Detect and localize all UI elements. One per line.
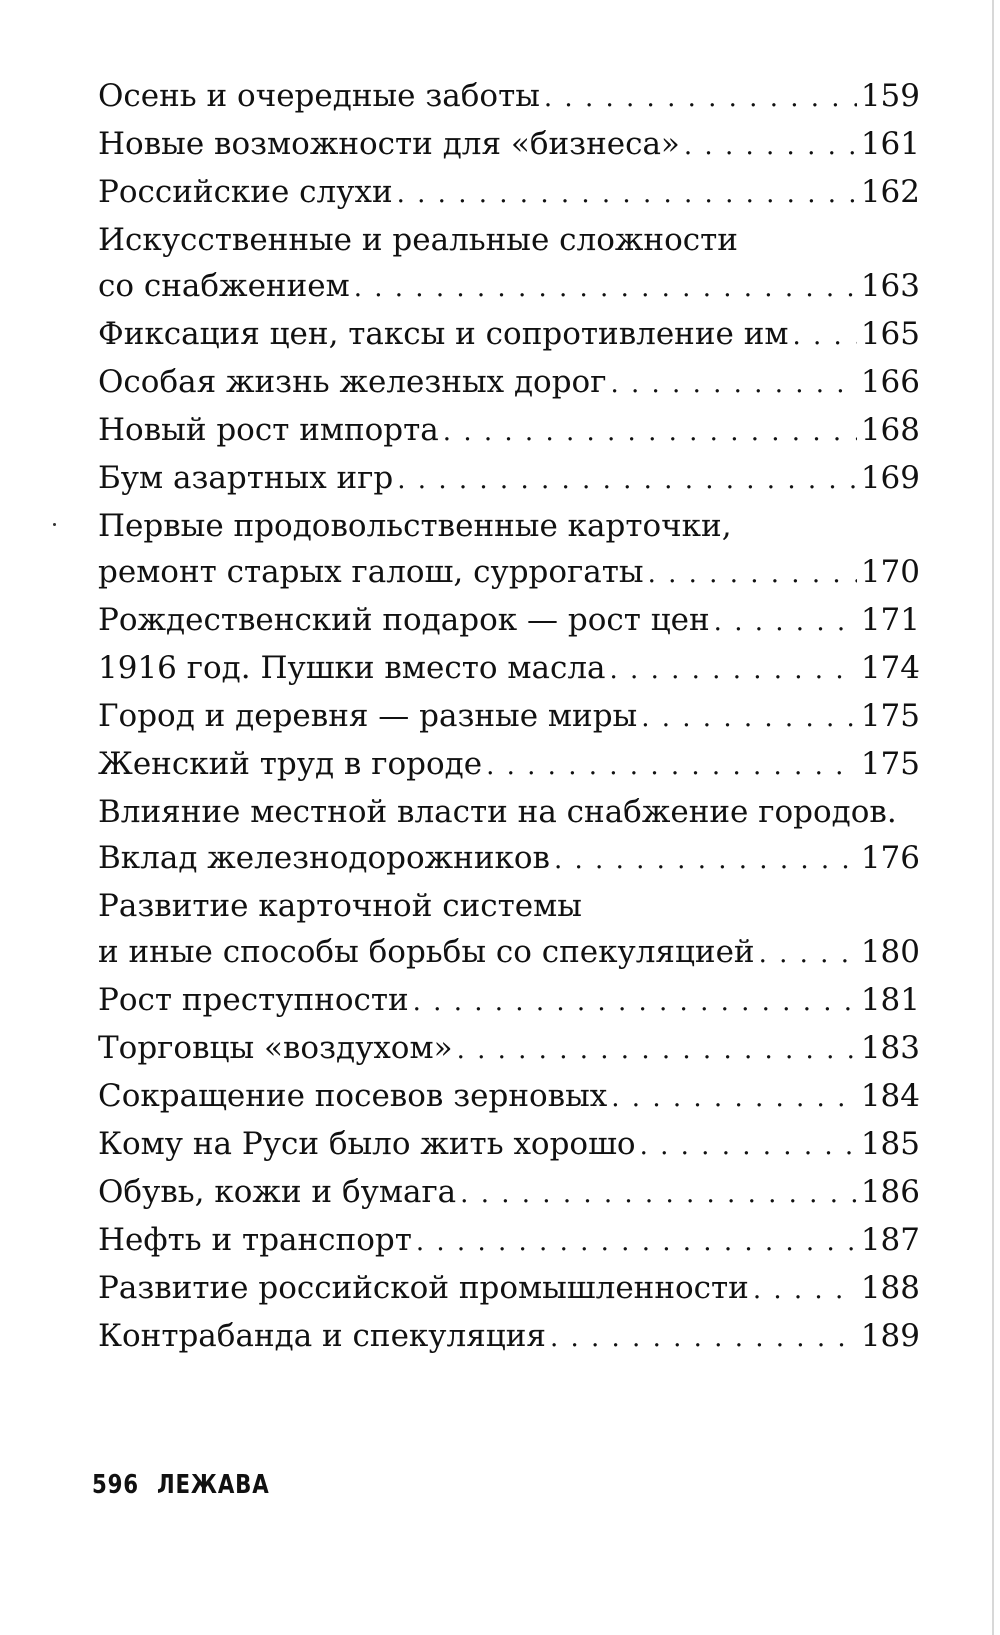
toc-entry-row — [98, 454, 920, 502]
toc-entry — [98, 788, 920, 882]
toc-entry-page-number: 184 — [860, 1078, 920, 1114]
dot-leader — [610, 360, 856, 408]
toc-entry-row — [98, 1072, 920, 1120]
toc-entry-row — [98, 644, 920, 692]
toc-entry-row — [98, 1216, 920, 1264]
toc-entry-title: Вклад железнодорожников — [98, 840, 550, 876]
dot-leader — [550, 1314, 857, 1362]
toc-entry-title: Бум азартных игр — [98, 460, 394, 496]
toc-entry-title: Развитие российской промышленности — [98, 1270, 749, 1306]
toc-entry-row — [98, 596, 920, 644]
toc-entry-title: ремонт старых галош, суррогаты — [98, 554, 644, 590]
toc-entry — [98, 72, 920, 120]
toc-entry — [98, 358, 920, 406]
toc-entry-row — [98, 692, 920, 740]
dot-leader — [554, 836, 857, 884]
toc-entry-page-number: 163 — [860, 268, 920, 304]
dot-leader — [759, 930, 857, 978]
toc-entry-page-number: 170 — [860, 554, 920, 590]
toc-entry-page-number: 188 — [860, 1270, 920, 1306]
toc-entry — [98, 644, 920, 692]
toc-entry — [98, 1072, 920, 1120]
dot-leader — [753, 1266, 857, 1314]
toc-entry — [98, 1312, 920, 1360]
toc-entry-page-number: 159 — [860, 78, 920, 114]
toc-entry — [98, 168, 920, 216]
toc-entry-page-number: 169 — [860, 460, 920, 496]
toc-entry-title: Кому на Руси было жить хорошо — [98, 1126, 636, 1162]
toc-entry-title: и иные способы борьбы со спекуляцией — [98, 934, 755, 970]
print-speck — [53, 523, 56, 526]
table-of-contents — [98, 72, 920, 1360]
toc-entry-row — [98, 168, 920, 216]
dot-leader — [354, 264, 857, 312]
toc-entry-page-number: 180 — [860, 934, 920, 970]
toc-entry-page-number: 174 — [860, 650, 920, 686]
toc-entry-title-line: Первые продовольственные карточки, — [98, 508, 732, 544]
dot-leader — [457, 1026, 857, 1074]
toc-entry-title: со снабжением — [98, 268, 350, 304]
toc-entry-row — [98, 1168, 920, 1216]
toc-entry-page-number: 189 — [860, 1318, 920, 1354]
toc-entry-row — [98, 1264, 920, 1312]
toc-entry-title: Рождественский подарок — рост цен — [98, 602, 710, 638]
dot-leader — [640, 1122, 857, 1170]
toc-entry-page-number: 165 — [860, 316, 920, 352]
toc-entry — [98, 740, 920, 788]
toc-entry — [98, 692, 920, 740]
dot-leader — [641, 694, 857, 742]
dot-leader — [611, 1074, 857, 1122]
toc-entry-title: Фиксация цен, таксы и сопротивление им — [98, 316, 789, 352]
toc-entry-title-line: Развитие карточной системы — [98, 888, 582, 924]
dot-leader — [648, 550, 857, 598]
dot-leader — [684, 122, 857, 170]
footer-author: ЛЕЖАВА — [157, 1470, 270, 1500]
toc-entry-row — [98, 262, 920, 310]
page-edge-divider — [992, 0, 994, 1635]
toc-entry-row — [98, 1120, 920, 1168]
toc-entry-title: Рост преступности — [98, 982, 409, 1018]
toc-entry-row — [98, 976, 920, 1024]
toc-entry-row — [98, 1024, 920, 1072]
dot-leader — [714, 598, 857, 646]
toc-entry-row — [98, 1312, 920, 1360]
toc-entry-page-number: 171 — [860, 602, 920, 638]
toc-entry-title: Женский труд в городе — [98, 746, 483, 782]
toc-entry-page-number: 175 — [860, 746, 920, 782]
toc-entry — [98, 454, 920, 502]
toc-entry — [98, 1024, 920, 1072]
toc-entry-page-number: 176 — [860, 840, 920, 876]
toc-entry — [98, 1216, 920, 1264]
dot-leader — [792, 312, 856, 360]
page-footer — [92, 1470, 270, 1500]
toc-entry — [98, 406, 920, 454]
toc-entry-row — [98, 72, 920, 120]
dot-leader — [397, 456, 857, 504]
toc-entry-title: Обувь, кожи и бумага — [98, 1174, 457, 1210]
dot-leader — [416, 1218, 857, 1266]
toc-entry — [98, 1168, 920, 1216]
toc-entry-row — [98, 834, 920, 882]
toc-entry-title: Новый рост импорта — [98, 412, 439, 448]
toc-entry-page-number: 166 — [860, 364, 920, 400]
dot-leader — [460, 1170, 857, 1218]
dot-leader — [397, 170, 857, 218]
toc-entry-row — [98, 548, 920, 596]
toc-entry — [98, 310, 920, 358]
dot-leader — [610, 646, 857, 694]
toc-entry-row — [98, 358, 920, 406]
toc-entry — [98, 502, 920, 596]
toc-entry — [98, 1120, 920, 1168]
toc-entry-page-number: 161 — [860, 126, 920, 162]
toc-entry-row — [98, 310, 920, 358]
dot-leader — [413, 978, 857, 1026]
toc-entry-page-number: 185 — [860, 1126, 920, 1162]
toc-entry-title: Город и деревня — разные миры — [98, 698, 638, 734]
toc-entry-title: 1916 год. Пушки вместо масла — [98, 650, 606, 686]
toc-entry — [98, 216, 920, 310]
toc-entry-title: Торговцы «воздухом» — [98, 1030, 453, 1066]
toc-entry — [98, 120, 920, 168]
toc-entry-row — [98, 120, 920, 168]
toc-entry-row — [98, 406, 920, 454]
toc-entry-page-number: 175 — [860, 698, 920, 734]
toc-entry — [98, 1264, 920, 1312]
toc-entry-row — [98, 740, 920, 788]
toc-entry — [98, 882, 920, 976]
toc-entry-title: Особая жизнь железных дорог — [98, 364, 607, 400]
toc-entry-title: Осень и очередные заботы — [98, 78, 540, 114]
toc-entry-page-number: 187 — [860, 1222, 920, 1258]
toc-entry-title: Контрабанда и спекуляция — [98, 1318, 546, 1354]
toc-entry — [98, 596, 920, 644]
toc-entry-title: Нефть и транспорт — [98, 1222, 412, 1258]
footer-page-number: 596 — [92, 1470, 139, 1500]
toc-entry-page-number: 168 — [860, 412, 920, 448]
toc-entry-title: Российские слухи — [98, 174, 393, 210]
toc-entry-page-number: 162 — [860, 174, 920, 210]
dot-leader — [544, 74, 857, 122]
toc-entry-row — [98, 928, 920, 976]
toc-entry-page-number: 186 — [860, 1174, 920, 1210]
dot-leader — [443, 408, 857, 456]
toc-entry-title-line: Искусственные и реальные сложности — [98, 222, 738, 258]
toc-entry-title: Сокращение посевов зерновых — [98, 1078, 608, 1114]
toc-entry — [98, 976, 920, 1024]
toc-entry-title-line: Влияние местной власти на снабжение городов. — [98, 794, 897, 830]
toc-entry-title: Новые возможности для «бизнеса» — [98, 126, 680, 162]
toc-entry-page-number: 181 — [860, 982, 920, 1018]
dot-leader — [486, 742, 857, 790]
toc-entry-page-number: 183 — [860, 1030, 920, 1066]
